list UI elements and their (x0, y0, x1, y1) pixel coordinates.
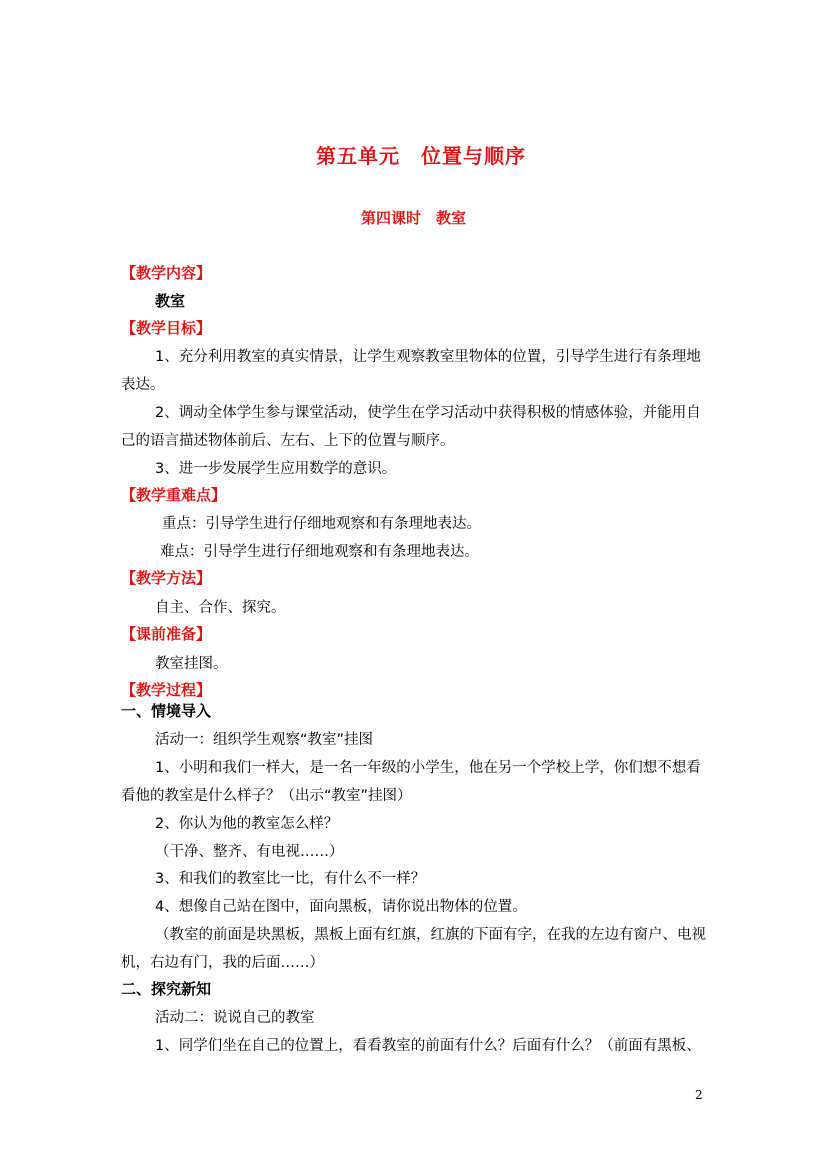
paragraph-4-answer-line-2: 机，右边有门，我的后面……） (121, 955, 324, 971)
teaching-methods-heading: 【教学方法】 (121, 569, 212, 587)
paragraph-4-answer-line-1: （教室的前面是块黑板，黑板上面有红旗，红旗的下面有字，在我的左边有窗户、电视 (155, 927, 706, 943)
goal-1-line-2: 表达。 (121, 377, 165, 393)
goal-1-line-1: 1、充分利用教室的真实情景，让学生观察教室里物体的位置，引导学生进行有条理地 (155, 349, 701, 365)
key-point: 重点：引导学生进行仔细地观察和有条理地表达。 (162, 516, 481, 532)
lesson-subtitle: 第四课时 教室 (361, 209, 467, 227)
preparation-text: 教室挂图。 (155, 656, 228, 672)
paragraph-4: 4、想像自己站在图中，面向黑板，请你说出物体的位置。 (155, 899, 527, 915)
paragraph-2: 2、你认为他的教室怎么样？ (155, 816, 339, 832)
part-1-heading: 一、情境导入 (121, 702, 212, 720)
goal-2-line-1: 2、调动全体学生参与课堂活动，使学生在学习活动中获得积极的情感体验，并能用自 (155, 405, 701, 421)
key-points-heading: 【教学重难点】 (121, 486, 227, 504)
part-2-heading: 二、探究新知 (121, 980, 212, 998)
teaching-content-text: 教室 (155, 292, 186, 310)
activity-2: 活动二：说说自己的教室 (155, 1010, 315, 1026)
page-number: 2 (695, 1088, 703, 1102)
preparation-heading: 【课前准备】 (121, 625, 212, 643)
question-1-line-1: 1、同学们坐在自己的位置上，看看教室的前面有什么？后面有什么？（前面有黑板、 (155, 1038, 701, 1054)
page-title: 第五单元 位置与顺序 (316, 144, 526, 168)
teaching-methods-text: 自主、合作、探究。 (155, 600, 286, 616)
paragraph-2-answer: （干净、整齐、有电视……） (155, 844, 344, 860)
activity-1: 活动一：组织学生观察“教室”挂图 (155, 732, 374, 748)
goal-2-line-2: 己的语言描述物体前后、左右、上下的位置与顺序。 (121, 433, 455, 449)
teaching-content-heading: 【教学内容】 (121, 264, 212, 282)
paragraph-1-line-1: 1、小明和我们一样大，是一名一年级的小学生，他在另一个学校上学，你们想不想看 (155, 760, 701, 776)
teaching-process-heading: 【教学过程】 (121, 681, 212, 699)
paragraph-3: 3、和我们的教室比一比，有什么不一样？ (155, 871, 426, 887)
teaching-goals-heading: 【教学目标】 (121, 319, 212, 337)
goal-3: 3、进一步发展学生应用数学的意识。 (155, 461, 397, 477)
difficulty-point: 难点：引导学生进行仔细地观察和有条理地表达。 (160, 544, 479, 560)
paragraph-1-line-2: 看他的教室是什么样子？（出示“教室”挂图） (121, 788, 412, 804)
